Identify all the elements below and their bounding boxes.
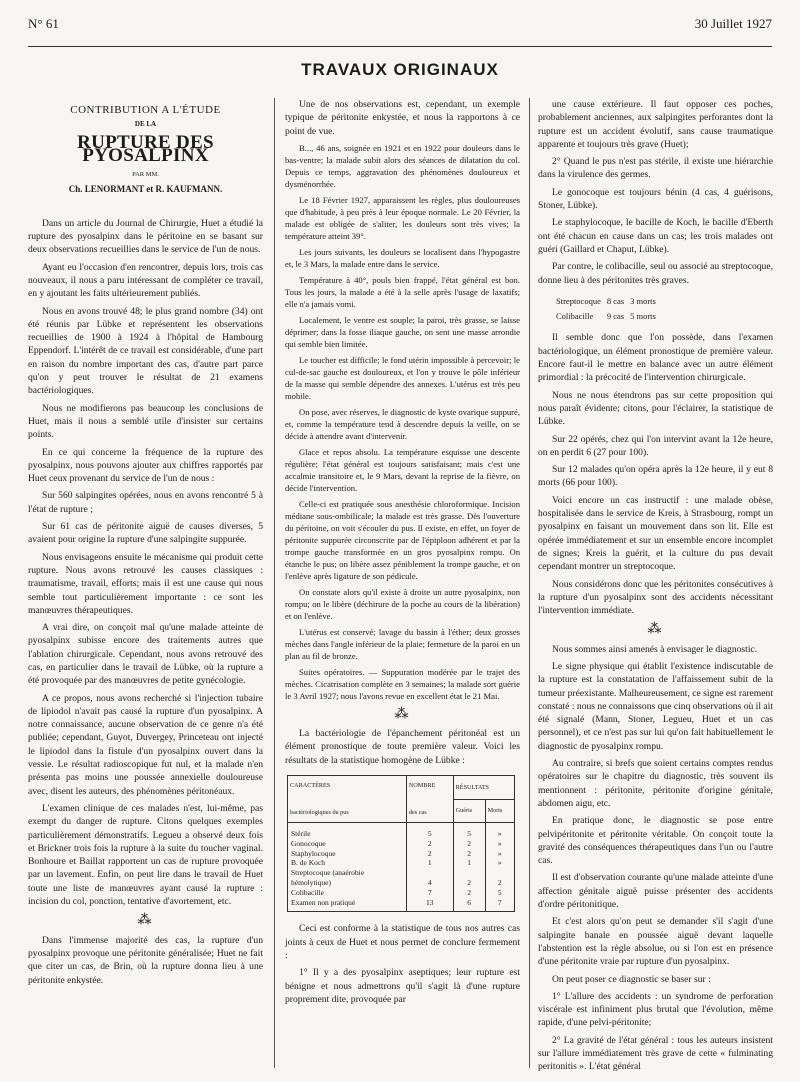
- article-title: RUPTURE DES PYOSALPINX: [77, 131, 214, 166]
- case-paragraph: Température à 40°, pouls bien frappé, l'état général est bon. Tous les jours, la malade a été à la selle après l'usage de laxatifs; elle n'a jamais vomi.: [285, 274, 520, 309]
- paragraph: A ce propos, nous avons recherché si l'injection tubaire de lipiodol n'avait pas causé la rupture d'un pyosalpinx. A notre connaissance, aucune observation de ce genre n'a été publiée; cependant, Guyot, Duvergey, Princeteau ont injecté le lipiodol dans la fistule d'un pyosalpinx ouvert dans la vessie. Le résultat radioscopique fut nul, et la malade n'en présenta pas moins une poussée annexielle douloureuse avec, disent les auteurs, des phénomènes péritonéaux.: [28, 692, 263, 797]
- paragraph: A vrai dire, on conçoit mal qu'une malade atteinte de pyosalpinx subisse encore des traitements autres que l'ablation chirurgicale. Cependant, nous avons retrouvé des cas, en particulier dans le travail de Lübke, où la rupture a été provoquée par des manœuvres de petite gynécologie.: [28, 622, 263, 687]
- paragraph: En pratique donc, le diagnostic se pose entre pelvipéritonite et péritonite véritable. On conçoit toute la gravité des conséquences thérapeutiques dans l'un ou l'autre cas.: [538, 815, 773, 867]
- case-paragraph: Glace et repos absolu. La température esquisse une descente régulière; l'état général est toujours satisfaisant; mais c'est une accalmie transitoire et, le 9 Mars, devant la reprise de la fièvre, on décide l'intervention.: [285, 446, 520, 493]
- section-separator: ⁂: [394, 706, 411, 722]
- paragraph: Sur 61 cas de péritonite aiguë de causes diverses, 5 avaient pour origine la rupture d'une salpingite suppurée.: [28, 521, 263, 546]
- paragraph: Sur 12 malades qu'on opéra après la 12e heure, il y eut 8 morts (66 pour 100).: [538, 464, 773, 489]
- table-header: Guéris: [453, 799, 485, 822]
- paragraph: Nous considérons donc que les péritonites consécutives à la rupture d'un pyosalpinx sont des accidents nécessitant l'intervention immédiate.: [538, 578, 773, 617]
- issue-number: N° 61: [28, 16, 59, 31]
- article-subheading: DE LA: [134, 120, 157, 129]
- case-paragraph: Suites opératoires. — Suppuration modérée par le trajet des mèches. Cicatrisation complète en 3 semaines; la malade sort guérie le 3 Avril 1927; nous l'avons revue en excellent état le 21 Mai.: [285, 666, 520, 701]
- paragraph: Par contre, le colibacille, seul ou associé au streptocoque, donne lieu à des péritonites très graves.: [538, 261, 773, 286]
- case-paragraph: On constate alors qu'il existe à droite un autre pyosalpinx, non rompu; on le libère (déchirure de la poche au cours de la libération) et on l'enlève.: [285, 586, 520, 621]
- table-row: Staphylocoque 2 2 »: [288, 849, 515, 859]
- paragraph: On peut poser ce diagnostic se baser sur :: [552, 973, 711, 985]
- paragraph: Il est d'observation courante qu'une malade atteinte d'une affection génitale aiguë puisse présenter des accidents d'ordre péritonitique.: [538, 872, 773, 911]
- issue-date: 30 Juillet 1927: [694, 16, 772, 31]
- column-divider: [529, 98, 530, 1068]
- case-paragraph: L'utérus est conservé; lavage du bassin à l'éther; deux grosses mèches dans l'angle inférieur de la plaie; fermeture de la paroi en un plan au fil de bronze.: [285, 626, 520, 661]
- article-heading: CONTRIBUTION A L'ÉTUDE: [70, 104, 221, 116]
- paragraph: Ceci est conforme à la statistique de tous nos autres cas joints à ceux de Huet et nous permet de conclure fermement :: [285, 923, 520, 961]
- article-authors: Ch. LENORMANT et R. KAUFMANN.: [68, 184, 223, 195]
- paragraph: Et c'est alors qu'on peut se demander s'il s'agit d'une salpingite banale en poussée aiguë devant laquelle l'abstention est la règle absolue, ou si l'on est en présence d'une péritonite vraie par rupture d'un pyosalpinx.: [538, 916, 773, 968]
- table-row: Examen non pratiqué 13 6 7: [288, 898, 515, 912]
- column-3: [538, 98, 773, 1078]
- table-header: CARACTÈRES bactériologiques du pus: [288, 776, 407, 823]
- section-separator: ⁂: [647, 622, 664, 638]
- paragraph: 1° L'allure des accidents : un syndrome de perforation viscérale est infiniment plus brutal que l'évolution, même rapide, d'une pelvi-péritonite;: [538, 990, 773, 1029]
- paragraph: Il semble donc que l'on possède, dans l'examen bactériologique, un élément pronostique de première valeur. Encore faut-il le mettre en balance avec un autre élément primordial : la précocité de l'intervention chirurgicale.: [538, 332, 773, 384]
- paragraph: 2° La gravité de l'état général : tous les auteurs insistent sur l'allure immédiatement très grave de cette « fulminating peritonitis ». L'état général: [538, 1034, 773, 1073]
- section-title: TRAVAUX ORIGINAUX: [301, 60, 499, 79]
- stats-row: Colibacille 9 cas 5 morts: [556, 311, 656, 322]
- paragraph: Sur 22 opérés, chez qui l'on intervint avant la 12e heure, on en perdit 6 (27 pour 100).: [538, 433, 773, 458]
- paragraph: En ce qui concerne la fréquence de la rupture des pyosalpinx, nous pouvons ajouter aux chiffres rapportés par Huet ceux provenant du service de l'un de nous :: [28, 446, 263, 485]
- column-divider: [274, 98, 275, 1068]
- paragraph: Ayant eu l'occasion d'en rencontrer, depuis lors, trois cas nouveaux, il nous a paru intéressant de compléter ce travail, en y ajoutant les faits ultérieurement publiés.: [28, 261, 263, 300]
- stats-row: Streptocoque 8 cas 3 morts: [556, 295, 656, 306]
- table-row: Gonocoque 2 2 »: [288, 839, 515, 849]
- paragraph: 2° Quand le pus n'est pas stérile, il existe une hiérarchie dans la virulence des germes.: [538, 156, 773, 181]
- header-rule: [28, 46, 772, 47]
- table-row: Streptocoque (anaérobie: [288, 868, 515, 878]
- table-header: NOMBRE des cas: [406, 776, 453, 823]
- mortality-stats: [554, 293, 662, 326]
- paragraph: Le signe physique qui établit l'existence indiscutable de la rupture est la constatation de l'affaissement subit de la tumeur préexistante. Malheureusement, ce signe est rarement constaté : nous ne connaissons que cinq observations où il ait été signalé (Mann, Stoner, Legueu, Huet et un cas personnel), et ce n'est pas sur lui qu'on fait habituellement le diagnostic de pyosalpinx rompu.: [538, 660, 774, 752]
- table-row: Colibacille 7 2 5: [288, 888, 515, 898]
- paragraph: Au contraire, si brefs que soient certains comptes rendus opératoires sur le chapitre du diagnostic, très souvent ils mentionnent : péritonite, péritonite d'origine génitale, abdomen aigu, etc.: [538, 758, 773, 809]
- paragraph: Voici encore un cas instructif : une malade obèse, hospitalisée dans le service de Kreis, à Strasbourg, rompt un pyosalpinx en faisant un mouvement dans son lit. Elle est opérée immédiatement et sur un ensemble encore incomplet de signes; Kreis la guérit, et la culture du pus devait cependant montrer un streptocoque.: [538, 494, 773, 573]
- paragraph: 1° Il y a des pyosalpinx aseptiques; leur rupture est bénigne et nous admettrons qu'il s'agit là d'une rupture proprement dite, provoquée par: [285, 967, 520, 1005]
- table-row: hémolytique) 4 2 2: [288, 878, 515, 888]
- paragraph: Nous en avons trouvé 48; le plus grand nombre (34) ont été réunis par Lübke et représentent les observations recueillies de 1900 à 1924 à l'hôpital de Hambourg Eppendorf. L'intérêt de ce travail est considérable, d'une part en raison du nombre important des cas, d'autre part parce qu'on y peut trouver le résultat de 21 examens bactériologiques.: [28, 305, 263, 397]
- paragraph: Sur 560 salpingites opérées, nous en avons rencontré 5 à l'état de rupture ;: [28, 490, 263, 515]
- case-paragraph: Les jours suivants, les douleurs se localisent dans l'hypogastre et, le 3 Mars, la malade entre dans le service.: [285, 246, 520, 269]
- case-paragraph: Le 18 Février 1927, apparaissent les règles, plus douloureuses que d'habitude, à peu près à leur époque normale. Le 20 Février, la malade est obligée de s'aliter, les douleurs sont très vives; la température atteint 39°.: [285, 194, 520, 241]
- paragraph: Le gonocoque est toujours bénin (4 cas, 4 guérisons, Stoner, Lübke).: [538, 186, 773, 212]
- case-paragraph: B..., 46 ans, soignée en 1921 et en 1922 pour douleurs dans le bas-ventre; la malade subit alors des séances de dilatation du col. Depuis ce temps, aggravation des phénomènes douloureux et dysménorrhée.: [285, 142, 520, 189]
- paragraph: L'examen clinique de ces malades n'est, lui-même, pas exempt du danger de rupture. Citons quelques exemples particulièrement démonstratifs. Legueu a observé deux fois et Brickner trois fois la rupture à la suite du toucher vaginal. Bonhoure et Baillat rapportent un cas de rupture provoquée par un lavement. Enfin, on peut lire dans le travail de Huet toute une liste de manœuvres ayant causé la rupture : incision du col, ponction, tentative d'avortement, etc.: [28, 802, 263, 908]
- paragraph: Le staphylocoque, le bacille de Koch, le bacille d'Eberth ont été chacun en cause dans un cas; les trois malades ont guéri (Gaillard et Chaput, Lübke).: [538, 217, 773, 255]
- paragraph: Nous sommes ainsi amenés à envisager le diagnostic.: [552, 643, 758, 655]
- table-row: B. de Koch 1 1 »: [288, 858, 515, 868]
- case-paragraph: Localement, le ventre est souple; la paroi, très grasse, se laisse déprimer; dans la fosse iliaque gauche, on sent une masse arrondie qui semble bien limitée.: [285, 314, 520, 349]
- paragraph: Une de nos observations est, cependant, un exemple typique de péritonite enkystée, et nous la rapportons à ce point de vue.: [285, 99, 520, 137]
- paragraph: Nous ne nous étendrons pas sur cette proposition qui nous paraît évidente; citons, pour l'éclairer, la statistique de Lübke.: [538, 389, 773, 428]
- case-paragraph: Le toucher est difficile; le fond utérin impossible à percevoir; le cul-de-sac gauche est douloureux, et l'on y trouve le pôle inférieur de la masse qui semble dépendre des annexes. L'utérus est très peu mobile.: [285, 354, 520, 401]
- case-paragraph: Celle-ci est pratiquée sous anesthésie chloroformique. Incision médiane sous-ombilicale; la malade est très grasse. Dès l'ouverture du péritoine, on voit s'écouler du pus. Il existe, en effet, un foyer de péritonite suppurée circonscrite par de l'épiploon adhérent et par la trompe gauche transformée en un gros pyosalpinx rompu. On étanche le pus; on libère assez péniblement la trompe gauche, et on l'enlève après ligature de son pédicule.: [285, 498, 520, 581]
- table-row: Stérile 5 5 »: [288, 822, 515, 838]
- section-separator: ⁂: [137, 913, 154, 929]
- article-by: PAR MM.: [132, 171, 159, 179]
- paragraph: La bactériologie de l'épanchement péritonéal est un élément pronostique de toute première valeur. Voici les résultats de la statistique homogène de Lübke :: [285, 728, 520, 766]
- case-paragraph: On pose, avec réserves, le diagnostic de kyste ovarique suppuré, et, comme la température tend à descendre depuis la veille, on se décide à attendre avant d'intervenir.: [285, 406, 520, 441]
- table-header: RÉSULTATS: [453, 776, 514, 799]
- column-2: [285, 98, 520, 1010]
- paragraph: Nous envisageons ensuite le mécanisme qui produit cette rupture. Nous avons retrouvé les causes classiques : traumatisme, travail, efforts; mais il est une cause qui nous semble tout particulièrement importante : ce sont les manœuvres thérapeutiques.: [28, 551, 263, 616]
- table-header: Morts: [485, 799, 514, 822]
- bacteriology-table: [287, 775, 515, 912]
- column-1: [28, 98, 263, 991]
- paragraph: une cause extérieure. Il faut opposer ces poches, probablement anciennes, aux salpingites perforantes dont la rupture est un accident évolutif, sans cause traumatique apparente et toujours très grave (Huet);: [538, 99, 773, 150]
- paragraph: Dans un article du Journal de Chirurgie, Huet a étudié la rupture des pyosalpinx dans le péritoine en se basant sur deux observations recueillies dans le service de l'un de nous.: [28, 217, 263, 256]
- paragraph: Nous ne modifierons pas beaucoup les conclusions de Huet, mais il nous a semblé utile d'insister sur certains points.: [28, 402, 263, 441]
- paragraph: Dans l'immense majorité des cas, la rupture d'un pyosalpinx provoque une péritonite généralisée; Huet ne fait que citer un cas, de Brin, où la rupture donna lieu à une péritonite enkystée.: [28, 934, 263, 986]
